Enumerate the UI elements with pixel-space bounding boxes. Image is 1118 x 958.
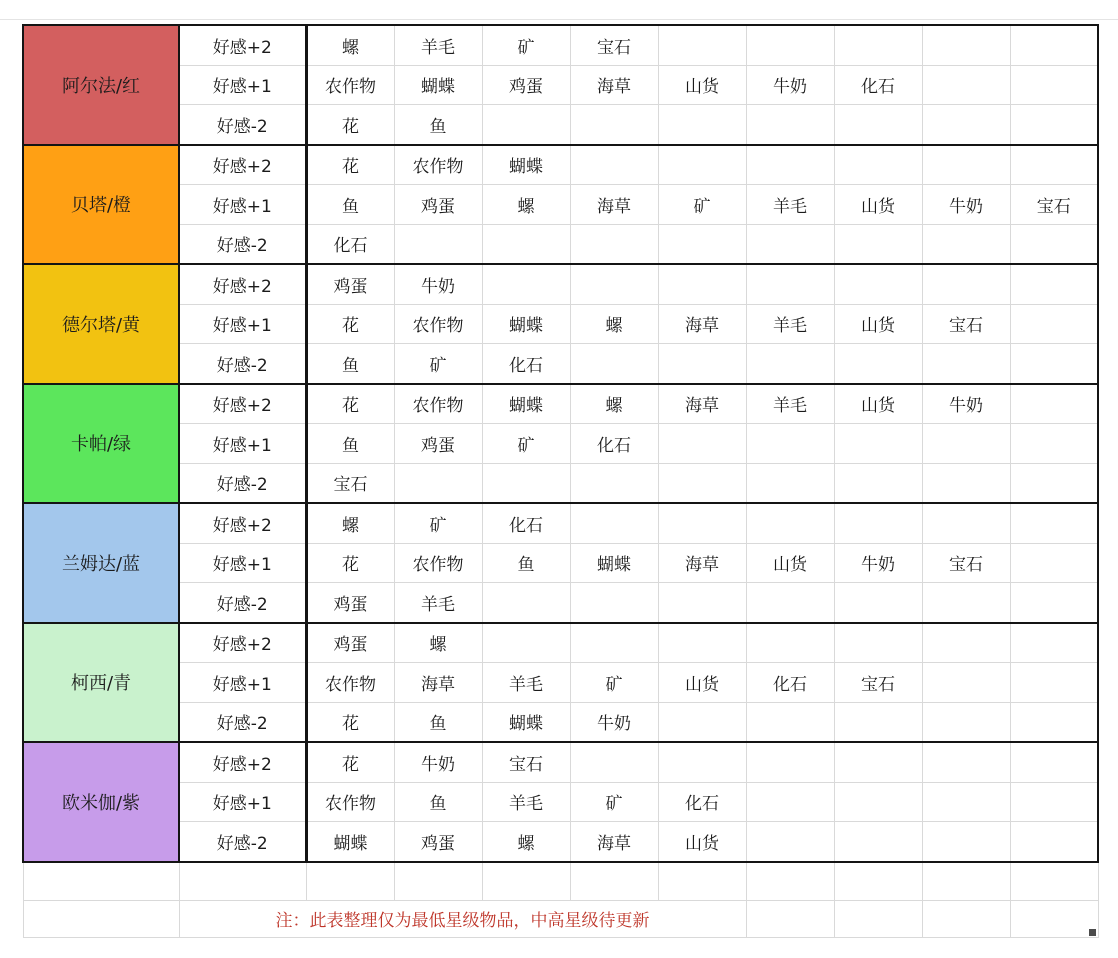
gift-item-cell[interactable] (834, 782, 922, 822)
gift-item-cell[interactable]: 羊毛 (394, 583, 482, 623)
gift-item-cell[interactable]: 牛奶 (922, 384, 1010, 424)
gift-item-cell[interactable] (922, 583, 1010, 623)
table-row (23, 224, 1098, 264)
empty-cell[interactable] (658, 862, 746, 901)
gift-item-cell[interactable]: 农作物 (394, 543, 482, 583)
empty-cell[interactable] (834, 862, 922, 901)
table-row (23, 623, 1098, 663)
gift-item-cell[interactable]: 化石 (482, 344, 570, 384)
gift-item-cell[interactable] (834, 264, 922, 304)
gift-item-cell[interactable] (746, 145, 834, 185)
gift-item-cell[interactable]: 农作物 (394, 384, 482, 424)
group-name-cell[interactable]: 贝塔/橙 (23, 145, 179, 265)
gift-item-cell[interactable] (746, 224, 834, 264)
table-row (23, 663, 1098, 703)
group-name-cell[interactable]: 柯西/青 (23, 623, 179, 743)
gift-item-cell[interactable] (570, 503, 658, 543)
gift-item-cell[interactable] (1010, 503, 1098, 543)
gift-item-cell[interactable]: 农作物 (306, 65, 394, 105)
gift-item-cell[interactable]: 化石 (658, 782, 746, 822)
gift-item-cell[interactable]: 牛奶 (746, 65, 834, 105)
favor-tier-cell[interactable]: 好感+2 (179, 384, 306, 424)
gift-item-cell[interactable] (746, 424, 834, 464)
favor-tier-cell[interactable]: 好感+2 (179, 503, 306, 543)
gift-item-cell[interactable] (922, 822, 1010, 862)
gift-item-cell[interactable]: 花 (306, 304, 394, 344)
gift-item-cell[interactable]: 鸡蛋 (394, 185, 482, 225)
gift-item-cell[interactable]: 鸡蛋 (394, 822, 482, 862)
gift-item-cell[interactable] (922, 224, 1010, 264)
gift-item-cell[interactable] (922, 503, 1010, 543)
gift-item-cell[interactable] (570, 224, 658, 264)
gift-item-cell[interactable] (1010, 822, 1098, 862)
empty-cell[interactable] (746, 862, 834, 901)
empty-cell[interactable] (179, 862, 306, 901)
gift-item-cell[interactable]: 鸡蛋 (306, 623, 394, 663)
gift-item-cell[interactable] (834, 742, 922, 782)
gift-item-cell[interactable] (834, 583, 922, 623)
gift-preference-table (22, 24, 1099, 938)
gift-item-cell[interactable]: 螺 (482, 185, 570, 225)
gift-item-cell[interactable]: 宝石 (1010, 185, 1098, 225)
gift-item-cell[interactable]: 鱼 (394, 782, 482, 822)
gift-item-cell[interactable] (1010, 304, 1098, 344)
gift-item-cell[interactable]: 山货 (746, 543, 834, 583)
gift-item-cell[interactable] (834, 105, 922, 145)
gift-item-cell[interactable] (834, 344, 922, 384)
note-row (23, 900, 1098, 937)
favor-tier-cell[interactable]: 好感-2 (179, 105, 306, 145)
gift-item-cell[interactable]: 化石 (746, 663, 834, 703)
gift-item-cell[interactable] (746, 105, 834, 145)
gift-item-cell[interactable] (746, 782, 834, 822)
gift-item-cell[interactable]: 蝴蝶 (394, 65, 482, 105)
gift-item-cell[interactable] (834, 424, 922, 464)
gift-item-cell[interactable]: 花 (306, 742, 394, 782)
gift-item-cell[interactable]: 海草 (570, 822, 658, 862)
gift-item-cell[interactable] (1010, 145, 1098, 185)
gift-item-cell[interactable]: 矿 (658, 185, 746, 225)
table-body (23, 25, 1098, 937)
empty-cell[interactable] (482, 862, 570, 901)
gift-item-cell[interactable]: 海草 (394, 663, 482, 703)
gift-item-cell[interactable]: 蝴蝶 (482, 702, 570, 742)
favor-tier-cell[interactable]: 好感+2 (179, 25, 306, 65)
gift-item-cell[interactable] (658, 105, 746, 145)
gift-item-cell[interactable] (658, 145, 746, 185)
gift-item-cell[interactable] (570, 623, 658, 663)
empty-cell[interactable] (922, 900, 1010, 937)
gift-item-cell[interactable]: 化石 (834, 65, 922, 105)
table-row (23, 185, 1098, 225)
empty-cell[interactable] (834, 900, 922, 937)
gift-item-cell[interactable]: 化石 (306, 224, 394, 264)
group-name-cell[interactable]: 卡帕/绿 (23, 384, 179, 504)
gift-item-cell[interactable] (746, 822, 834, 862)
gift-item-cell[interactable] (746, 742, 834, 782)
gift-item-cell[interactable] (922, 25, 1010, 65)
empty-row (23, 862, 1098, 901)
favor-tier-cell[interactable]: 好感+2 (179, 742, 306, 782)
table-row (23, 384, 1098, 424)
gift-item-cell[interactable]: 海草 (658, 304, 746, 344)
gift-item-cell[interactable] (658, 503, 746, 543)
gift-item-cell[interactable]: 山货 (658, 65, 746, 105)
gift-item-cell[interactable]: 宝石 (834, 663, 922, 703)
gift-item-cell[interactable]: 矿 (394, 503, 482, 543)
favor-tier-cell[interactable]: 好感+1 (179, 543, 306, 583)
gift-item-cell[interactable]: 鸡蛋 (394, 424, 482, 464)
gift-item-cell[interactable] (746, 25, 834, 65)
gift-item-cell[interactable]: 农作物 (394, 145, 482, 185)
favor-tier-cell[interactable]: 好感+2 (179, 145, 306, 185)
gift-item-cell[interactable] (658, 224, 746, 264)
gift-item-cell[interactable] (482, 623, 570, 663)
empty-cell[interactable] (1010, 862, 1098, 901)
gift-item-cell[interactable]: 花 (306, 105, 394, 145)
gift-item-cell[interactable] (834, 623, 922, 663)
gift-item-cell[interactable] (570, 145, 658, 185)
gift-item-cell[interactable]: 山货 (834, 185, 922, 225)
table-row (23, 543, 1098, 583)
gift-item-cell[interactable] (482, 105, 570, 145)
gift-item-cell[interactable] (482, 463, 570, 503)
favor-tier-cell[interactable]: 好感-2 (179, 344, 306, 384)
gift-item-cell[interactable] (922, 663, 1010, 703)
gift-item-cell[interactable] (1010, 782, 1098, 822)
table-row (23, 822, 1098, 862)
gift-item-cell[interactable] (922, 702, 1010, 742)
gift-item-cell[interactable] (1010, 105, 1098, 145)
top-gridline (0, 19, 1118, 20)
gift-item-cell[interactable] (570, 742, 658, 782)
gift-item-cell[interactable] (922, 264, 1010, 304)
table-row (23, 344, 1098, 384)
gift-item-cell[interactable] (1010, 742, 1098, 782)
gift-item-cell[interactable]: 羊毛 (746, 185, 834, 225)
gift-item-cell[interactable] (746, 583, 834, 623)
gift-item-cell[interactable] (658, 344, 746, 384)
gift-item-cell[interactable]: 矿 (482, 424, 570, 464)
table-row (23, 25, 1098, 65)
gift-item-cell[interactable] (1010, 543, 1098, 583)
gift-item-cell[interactable]: 海草 (570, 65, 658, 105)
gift-item-cell[interactable] (922, 145, 1010, 185)
gift-item-cell[interactable]: 花 (306, 145, 394, 185)
gift-item-cell[interactable] (570, 264, 658, 304)
favor-tier-cell[interactable]: 好感+1 (179, 185, 306, 225)
gift-item-cell[interactable] (922, 623, 1010, 663)
gift-item-cell[interactable] (1010, 583, 1098, 623)
favor-tier-cell[interactable]: 好感+1 (179, 663, 306, 703)
favor-tier-cell[interactable]: 好感-2 (179, 224, 306, 264)
gift-item-cell[interactable]: 鱼 (306, 344, 394, 384)
gift-item-cell[interactable]: 蝴蝶 (482, 384, 570, 424)
favor-tier-cell[interactable]: 好感-2 (179, 463, 306, 503)
gift-item-cell[interactable]: 鸡蛋 (306, 583, 394, 623)
gift-item-cell[interactable]: 羊毛 (746, 384, 834, 424)
gift-item-cell[interactable] (1010, 463, 1098, 503)
gift-item-cell[interactable] (922, 105, 1010, 145)
group-name-cell[interactable]: 德尔塔/黄 (23, 264, 179, 384)
gift-item-cell[interactable]: 矿 (394, 344, 482, 384)
gift-item-cell[interactable] (658, 702, 746, 742)
gift-item-cell[interactable]: 羊毛 (482, 663, 570, 703)
gift-item-cell[interactable]: 螺 (306, 25, 394, 65)
favor-tier-cell[interactable]: 好感+1 (179, 304, 306, 344)
gift-item-cell[interactable]: 农作物 (394, 304, 482, 344)
table-row (23, 65, 1098, 105)
gift-item-cell[interactable] (394, 224, 482, 264)
gift-item-cell[interactable]: 蝴蝶 (570, 543, 658, 583)
gift-item-cell[interactable] (922, 782, 1010, 822)
table-row (23, 105, 1098, 145)
empty-cell[interactable] (23, 900, 179, 937)
gift-item-cell[interactable]: 螺 (482, 822, 570, 862)
gift-item-cell[interactable]: 海草 (658, 384, 746, 424)
gift-item-cell[interactable] (394, 463, 482, 503)
gift-item-cell[interactable]: 牛奶 (570, 702, 658, 742)
gift-item-cell[interactable]: 宝石 (306, 463, 394, 503)
gift-item-cell[interactable]: 鱼 (306, 185, 394, 225)
gift-item-cell[interactable]: 山货 (834, 304, 922, 344)
gift-item-cell[interactable]: 鱼 (306, 424, 394, 464)
table-row (23, 424, 1098, 464)
gift-item-cell[interactable]: 螺 (570, 384, 658, 424)
gift-item-cell[interactable]: 鸡蛋 (306, 264, 394, 304)
gift-item-cell[interactable] (570, 583, 658, 623)
empty-cell[interactable] (1010, 900, 1098, 937)
gift-item-cell[interactable]: 花 (306, 702, 394, 742)
gift-item-cell[interactable]: 螺 (570, 304, 658, 344)
gift-item-cell[interactable] (570, 463, 658, 503)
gift-item-cell[interactable]: 宝石 (482, 742, 570, 782)
empty-cell[interactable] (746, 900, 834, 937)
gift-item-cell[interactable] (1010, 25, 1098, 65)
favor-tier-cell[interactable]: 好感+1 (179, 65, 306, 105)
empty-cell[interactable] (23, 862, 179, 901)
gift-item-cell[interactable] (1010, 224, 1098, 264)
favor-tier-cell[interactable]: 好感-2 (179, 702, 306, 742)
gift-item-cell[interactable]: 鱼 (482, 543, 570, 583)
table-row (23, 503, 1098, 543)
gift-item-cell[interactable]: 牛奶 (834, 543, 922, 583)
table-row (23, 742, 1098, 782)
gift-item-cell[interactable] (1010, 663, 1098, 703)
gift-item-cell[interactable]: 蝴蝶 (306, 822, 394, 862)
table-row (23, 145, 1098, 185)
favor-tier-cell[interactable]: 好感+1 (179, 424, 306, 464)
gift-item-cell[interactable]: 蝴蝶 (482, 145, 570, 185)
gift-item-cell[interactable] (658, 463, 746, 503)
gift-item-cell[interactable] (746, 344, 834, 384)
gift-item-cell[interactable] (922, 65, 1010, 105)
table-row (23, 264, 1098, 304)
favor-tier-cell[interactable]: 好感-2 (179, 583, 306, 623)
gift-item-cell[interactable] (1010, 623, 1098, 663)
gift-item-cell[interactable]: 化石 (482, 503, 570, 543)
gift-item-cell[interactable] (834, 463, 922, 503)
gift-item-cell[interactable]: 宝石 (922, 543, 1010, 583)
gift-item-cell[interactable]: 山货 (658, 822, 746, 862)
favor-tier-cell[interactable]: 好感+1 (179, 782, 306, 822)
gift-item-cell[interactable] (1010, 344, 1098, 384)
table-row (23, 702, 1098, 742)
gift-item-cell[interactable] (834, 25, 922, 65)
gift-item-cell[interactable]: 羊毛 (482, 782, 570, 822)
gift-item-cell[interactable] (1010, 702, 1098, 742)
gift-item-cell[interactable]: 山货 (834, 384, 922, 424)
gift-item-cell[interactable]: 矿 (570, 782, 658, 822)
empty-cell[interactable] (570, 862, 658, 901)
gift-item-cell[interactable] (746, 623, 834, 663)
table-row (23, 304, 1098, 344)
gift-item-cell[interactable]: 鱼 (394, 702, 482, 742)
gift-item-cell[interactable]: 牛奶 (394, 742, 482, 782)
gift-item-cell[interactable] (746, 702, 834, 742)
gift-item-cell[interactable]: 牛奶 (922, 185, 1010, 225)
gift-item-cell[interactable] (746, 463, 834, 503)
gift-item-cell[interactable]: 宝石 (922, 304, 1010, 344)
gift-item-cell[interactable]: 矿 (570, 663, 658, 703)
table-row (23, 463, 1098, 503)
gift-item-cell[interactable]: 螺 (394, 623, 482, 663)
favor-tier-cell[interactable]: 好感+2 (179, 264, 306, 304)
gift-item-cell[interactable] (922, 463, 1010, 503)
gift-item-cell[interactable] (746, 503, 834, 543)
gift-item-cell[interactable]: 花 (306, 543, 394, 583)
gift-item-cell[interactable] (658, 424, 746, 464)
gift-item-cell[interactable]: 花 (306, 384, 394, 424)
gift-item-cell[interactable] (834, 145, 922, 185)
gift-item-cell[interactable] (1010, 424, 1098, 464)
gift-item-cell[interactable] (570, 105, 658, 145)
gift-item-cell[interactable] (658, 25, 746, 65)
gift-item-cell[interactable] (1010, 384, 1098, 424)
gift-item-cell[interactable] (482, 583, 570, 623)
favor-tier-cell[interactable]: 好感-2 (179, 822, 306, 862)
gift-item-cell[interactable]: 蝴蝶 (482, 304, 570, 344)
gift-item-cell[interactable] (658, 742, 746, 782)
gift-item-cell[interactable]: 矿 (482, 25, 570, 65)
gift-item-cell[interactable]: 化石 (570, 424, 658, 464)
table-row (23, 782, 1098, 822)
gift-item-cell[interactable]: 海草 (570, 185, 658, 225)
favor-tier-cell[interactable]: 好感+2 (179, 623, 306, 663)
empty-cell[interactable] (922, 862, 1010, 901)
gift-item-cell[interactable]: 螺 (306, 503, 394, 543)
gift-item-cell[interactable] (922, 742, 1010, 782)
fill-handle[interactable] (1089, 929, 1096, 936)
table-row (23, 583, 1098, 623)
gift-item-cell[interactable] (1010, 264, 1098, 304)
gift-item-cell[interactable]: 羊毛 (394, 25, 482, 65)
gift-item-cell[interactable] (658, 264, 746, 304)
gift-item-cell[interactable] (482, 224, 570, 264)
group-name-cell[interactable]: 阿尔法/红 (23, 25, 179, 145)
gift-item-cell[interactable] (834, 224, 922, 264)
gift-item-cell[interactable]: 宝石 (570, 25, 658, 65)
group-name-cell[interactable]: 欧米伽/紫 (23, 742, 179, 862)
gift-item-cell[interactable] (834, 503, 922, 543)
gift-item-cell[interactable] (658, 623, 746, 663)
gift-item-cell[interactable]: 海草 (658, 543, 746, 583)
empty-cell[interactable] (306, 862, 394, 901)
gift-item-cell[interactable] (922, 424, 1010, 464)
gift-item-cell[interactable]: 牛奶 (394, 264, 482, 304)
gift-item-cell[interactable]: 农作物 (306, 782, 394, 822)
gift-item-cell[interactable] (570, 344, 658, 384)
note-cell[interactable]: 注：此表整理仅为最低星级物品，中高星级待更新 (179, 900, 746, 937)
gift-item-cell[interactable]: 山货 (658, 663, 746, 703)
gift-item-cell[interactable] (482, 264, 570, 304)
spreadsheet-area (22, 24, 1099, 938)
gift-item-cell[interactable] (746, 264, 834, 304)
gift-item-cell[interactable] (922, 344, 1010, 384)
gift-item-cell[interactable] (834, 822, 922, 862)
gift-item-cell[interactable] (1010, 65, 1098, 105)
gift-item-cell[interactable] (658, 583, 746, 623)
group-name-cell[interactable]: 兰姆达/蓝 (23, 503, 179, 623)
empty-cell[interactable] (394, 862, 482, 901)
gift-item-cell[interactable]: 农作物 (306, 663, 394, 703)
gift-item-cell[interactable]: 羊毛 (746, 304, 834, 344)
gift-item-cell[interactable]: 鸡蛋 (482, 65, 570, 105)
gift-item-cell[interactable] (834, 702, 922, 742)
gift-item-cell[interactable]: 鱼 (394, 105, 482, 145)
